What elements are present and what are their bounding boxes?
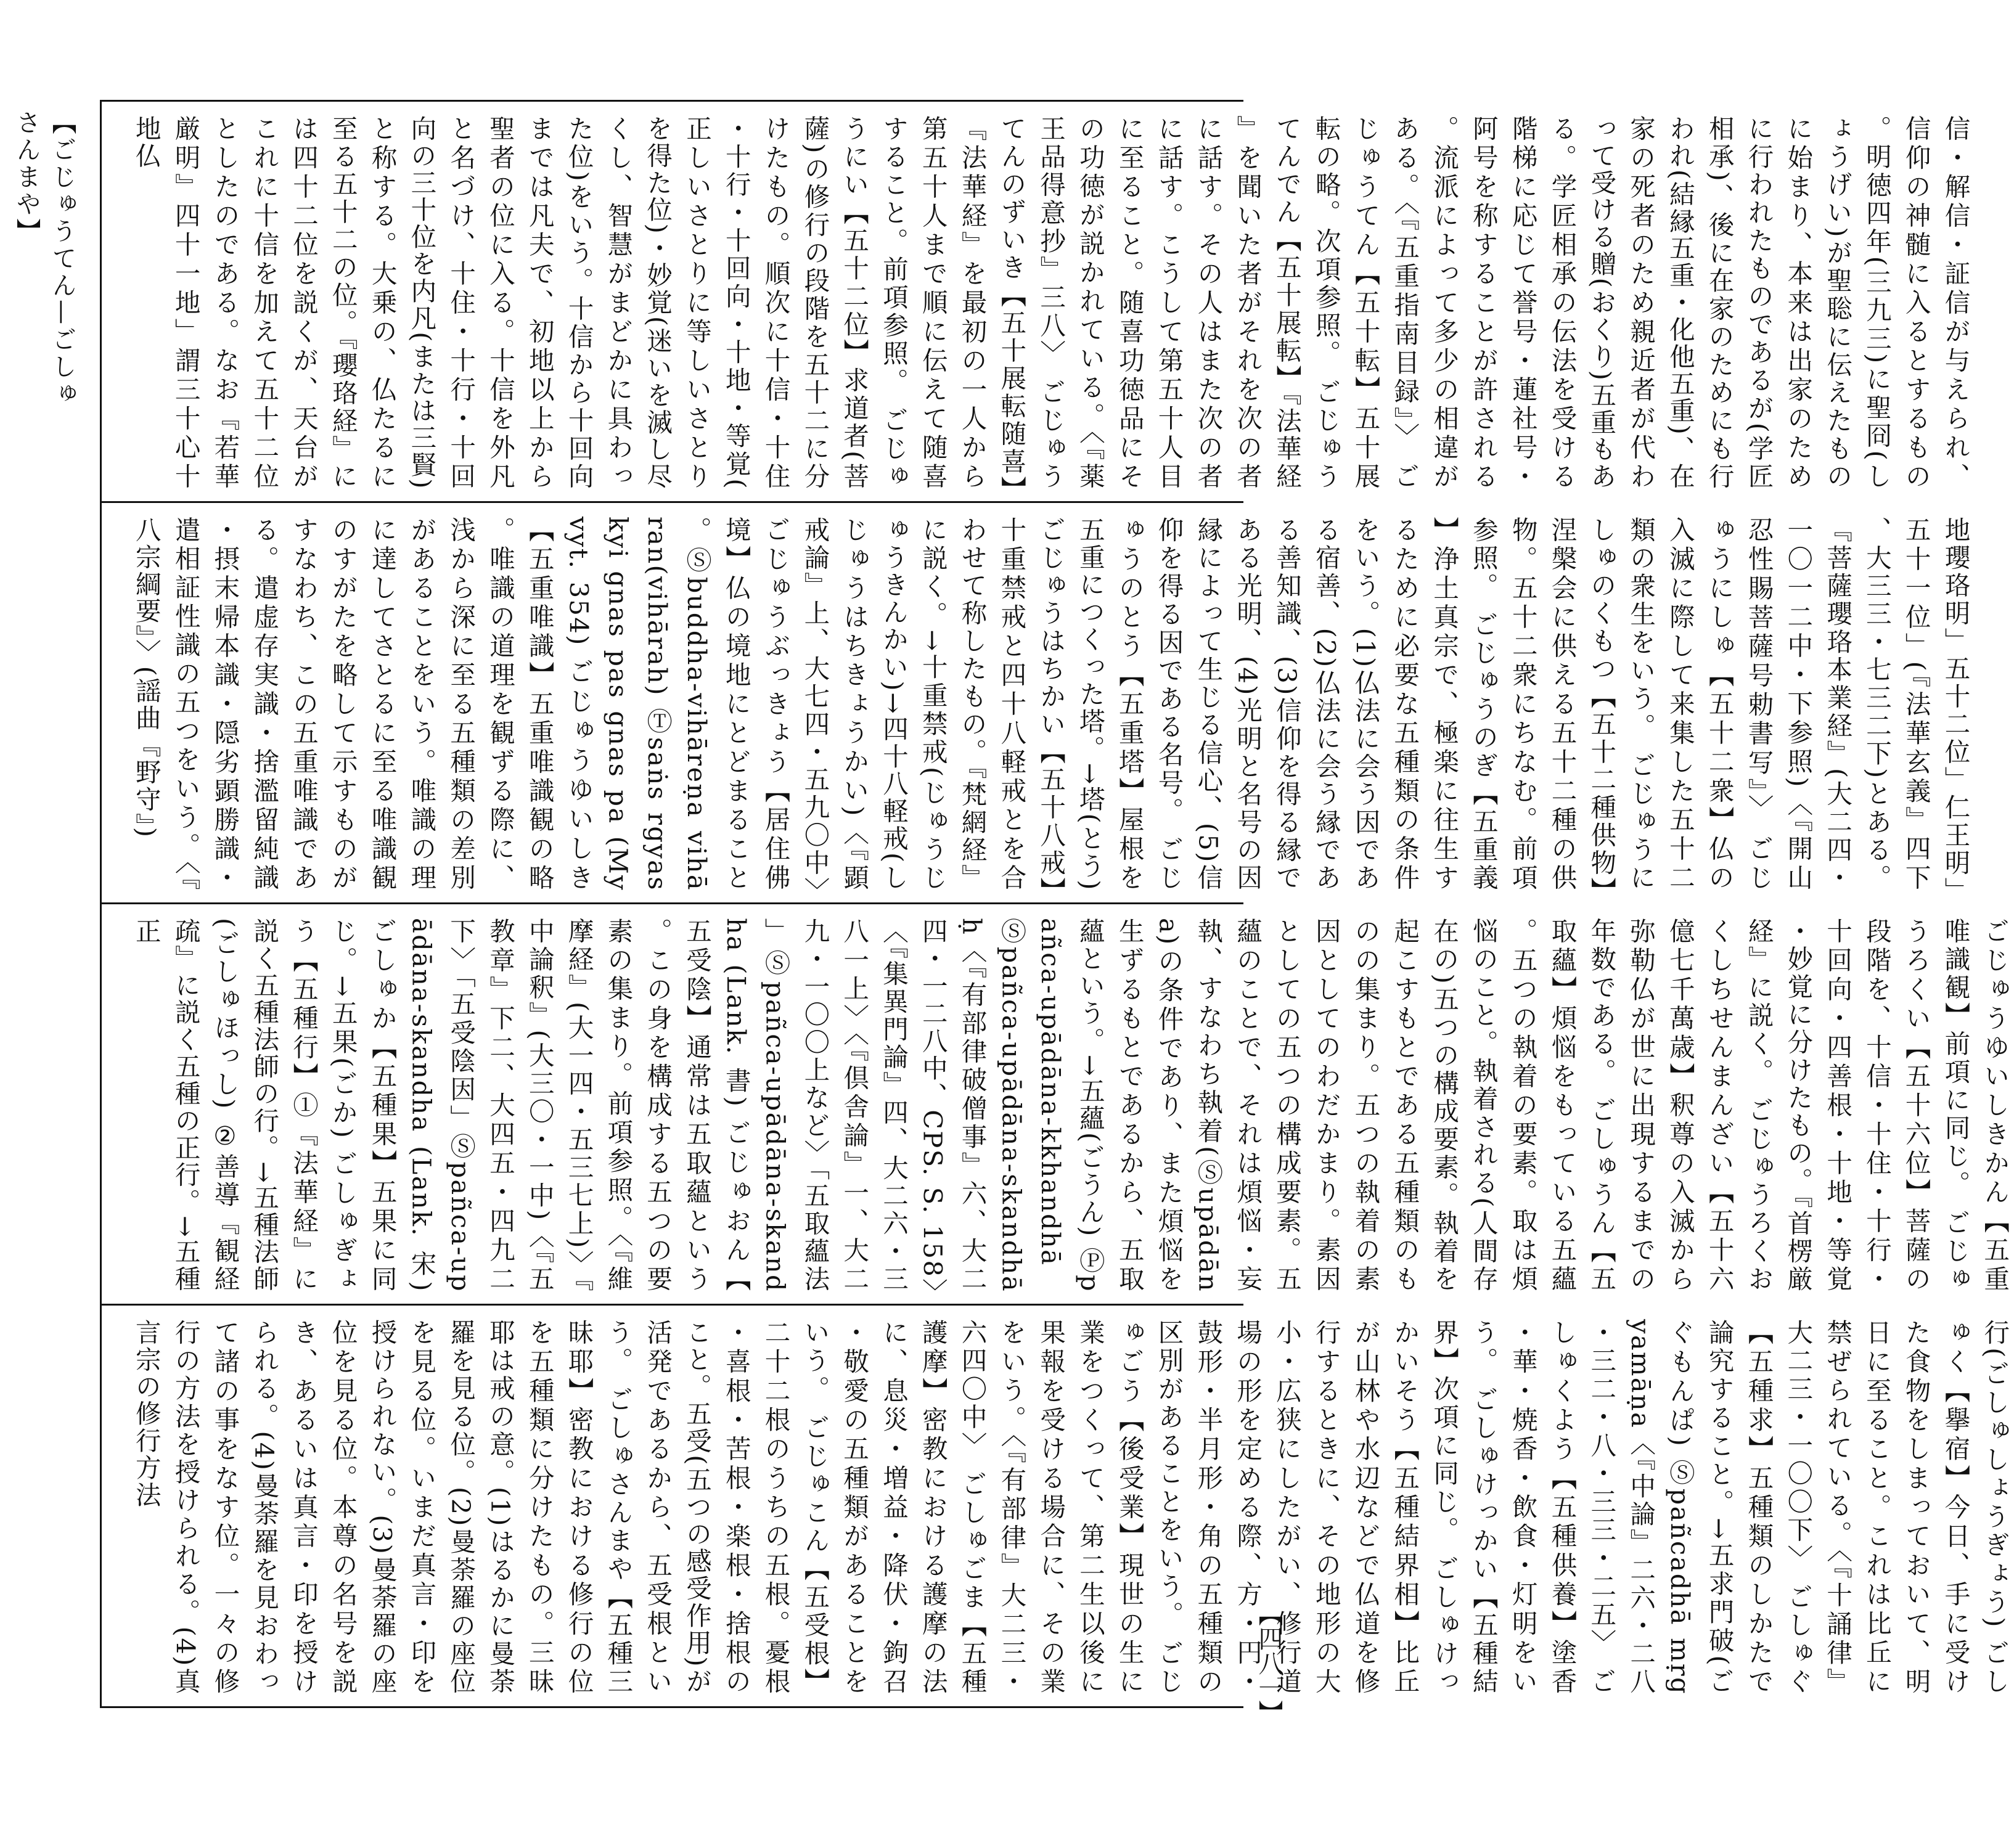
page-number: 【四八一】 (1255, 1601, 1283, 1725)
tier-2 (102, 503, 1971, 904)
tier-2-text: 地瓔珞明」五十二位」仁王明」五十一位」(『法華玄義』四下、大三三・七三二下)とある。『菩薩瓔珞本業経』(大二四・一〇一二中・下参照)〈『開山忍性賜菩薩号勅書写』〉 ごじゅうにしゅ【五十二衆】仏の入滅に際して来集した五十二類の衆生をいう。 ごじゅうにしゅのくもつ【五十二種供物】涅槃会に供える五十二種の供物。五十二衆にちなむ。前項参照。 ごじゅうのぎ【五重義】浄土真宗で、極楽に往生するために必要な五種類の条件をいう。(1)仏法に会う因である宿善、(2)仏法に会う縁である善知識、(3)信仰を得る縁である光明、(4)光明と名号の因縁によって生じる信心、(5)信仰を得る因である名号。 ごじゅうのとう【五重塔】屋根を五重につくった塔。→塔(とう) ごじゅうはちかい【五十八戒】十重禁戒と四十八軽戒とを合わせて称したもの。『梵網経』に説く。→十重禁戒(じゅうじゅうきんかい)→四十八軽戒(しじゅうはちきょうかい)〈『顕戒論』上、大七四・五九〇中〉 ごじゅうぶっきょう【居住佛境】仏の境地にとどまること。Ⓢbuddha-vihāreṇa vihāran(vihārah) Ⓣsaṅs rgyas kyi gnas pas gnas pa (Myvyt. 354) ごじゅうゆいしき【五重唯識】五重唯識観の略。唯識の道理を観ずる際に、浅から深に至る五種類の差別があることをいう。唯識の理に達してさとるに至る唯識観のすがたを略して示すものがすなわち、この五重唯識である。遣虚存実識・捨濫留純識・摂末帰本識・隠劣顕勝識・遣相証性識の五つをいう。〈『八宗綱要』〉(謡曲『野守』) (131, 517, 1971, 891)
tier-3 (102, 904, 2010, 1306)
tier-1-text: 信・解信・証信が与えられ、信仰の神髄に入るとするもの。明徳四年(三九三)に聖冏(しょうげい)が聖聡に伝えたものに始まり、本来は出家のために行われたものであるが(学匠相承)、後に在家のためにも行われ(結縁五重・化他五重)、在家の死者のため親近者が代わって受ける贈(おくり)五重もある。学匠相承の伝法を受ける階梯に応じて誉号・蓮社号・阿号を称することが許される。流派によって多少の相違がある。〈『五重指南目録』〉 ごじゅうてん【五十転】五十展転の略。次項参照。 ごじゅうてんでん【五十展転】『法華経』を聞いた者がそれを次の者に話す。その人はまた次の者に話す。こうして第五十人目に至ること。随喜功徳品にその功徳が説かれている。〈『薬王品得意抄』三八〉 ごじゅうてんのずいき【五十展転随喜】『法華経』を最初の一人から第五十人まで順に伝えて随喜すること。前項参照。 ごじゅうにい【五十二位】求道者(菩薩)の修行の段階を五十二に分けたもの。順次に十信・十住・十行・十回向・十地・等覚(正しいさとりに等しいさとりを得た位)・妙覚(迷いを滅し尽くし、智慧がまどかに具わった位)をいう。十信から十回向までは凡夫で、初地以上から聖者の位に入る。十信を外凡と名づけ、十住・十行・十回向の三十位を内凡(または三賢)と称する。大乗の、仏たるに至る五十二の位。『瓔珞経』には四十二位を説くが、天台がこれに十信を加えて五十二位としたのである。なお『若華厳明』四十一地」謂三十心十地仏 (131, 115, 1971, 490)
tier-4-text: 行(ごしゅしょうぎょう) ごしゅく【擧宿】今日、手に受けた食物をしまっておいて、明日に至ること。これは比丘に禁ぜられている。〈『十誦律』大二三・一〇〇下〉 ごしゅぐ【五種求】五種類のしかたで論究すること。→五求門破(ごぐもんぱ) Ⓢpañcadhā mṛgyamāṇa〈『中論』二六・二八・三二・八・三三・二五〉 ごしゅくよう【五種供養】塗香・華・焼香・飲食・灯明をいう。 ごしゅけっかい【五種結界】次項に同じ。 ごしゅけっかいそう【五種結界相】比丘が山林や水辺などで仏道を修行するときに、その地形の大小・広狭にしたがい、修行道場の形を定める際、方・円・鼓形・半月形・角の五種類の区別があることをいう。 ごじゅごう【後受業】現世の生に業をつくって、第二生以後に果報を受ける場合に、その業をいう。〈『有部律』大二三・六四〇中〉 ごしゅごま【五種護摩】密教における護摩の法に、息災・増益・降伏・鉤召・敬愛の五種類があることをいう。 ごじゅこん【五受根】二十二根のうちの五根。憂根・喜根・苦根・楽根・捨根のこと。五受(五つの感受作用)が活発であるから、五受根という。 ごしゅさんまや【五種三昧耶】密教における修行の位を五種類に分けたもの。三昧耶は戒の意。(1)はるかに曼荼羅を見る位。(2)曼荼羅の座位を見る位。いまだ真言・印を授けられない。(3)曼荼羅の座位を見る位。本尊の名号を説き、あるいは真言・印を授けられる。(4)曼荼羅を見おわって諸の事をなす位。一々の修行の方法を授けられる。(4)真言宗の修行方法 (131, 1319, 2010, 1695)
tier-3-text: ごじゅうゆいしきかん【五重唯識観】前項に同じ。 ごじゅうろくい【五十六位】菩薩の段階を、十信・十住・十行・十回向・四善根・十地・等覚・妙覚に分けたもの。『首楞厳経』に説く。 ごじゅうろくおくしちせんまんざい【五十六億七千萬歳】釈尊の入滅から弥勒仏が世に出現するまでの年数である。 ごしゅうん【五取蘊】煩悩をもっている五蘊。五つの執着の要素。取は煩悩のこと。執着される(人間存在の)五つの構成要素。執着を起こすもとである五種類のものの集まり。五つの執着の素因としてのわだかまり。素因としての五つの構成要素。五蘊のことで、それは煩悩・妄執、すなわち執着(Ⓢupādāna)の条件であり、また煩悩を生ずるもとであるから、五取蘊という。→五蘊(ごうん) Ⓟpañca-upādāna-kkhandhā Ⓢpañca-upādāna-skandhāḥ〈『有部律破僧事』六、大二四・一二八中、CPS. S. 158〉〈『集異門論』四、大二六・三八一上〉〈『倶舎論』一、大二九・一〇〇上など〉「五取蘊法」Ⓢpañca-upādāna-skandha (Lank. 書) ごじゅおん【五受陰】通常は五取蘊という。この身を構成する五つの要素の集まり。前項参照。〈『維摩経』(大一四・五三七上)〉『中論釈』(大三〇・一中)〈『五教章』下二、大四五・四九二下〉「五受陰因」Ⓢpañca-upādāna-skandha (Lank. 宋) ごしゅか【五種果】五果に同じ。→五果(ごか) ごしゅぎょう【五種行】①『法華経』に説く五種法師の行。→五種法師(ごしゅほっし) ②善導『観経疏』に説く五種の正行。→五種正 (131, 918, 2010, 1293)
tier-1 (102, 102, 1971, 503)
running-head: 【ごじゅうてん—ごしゅさんまや】 (12, 110, 76, 408)
